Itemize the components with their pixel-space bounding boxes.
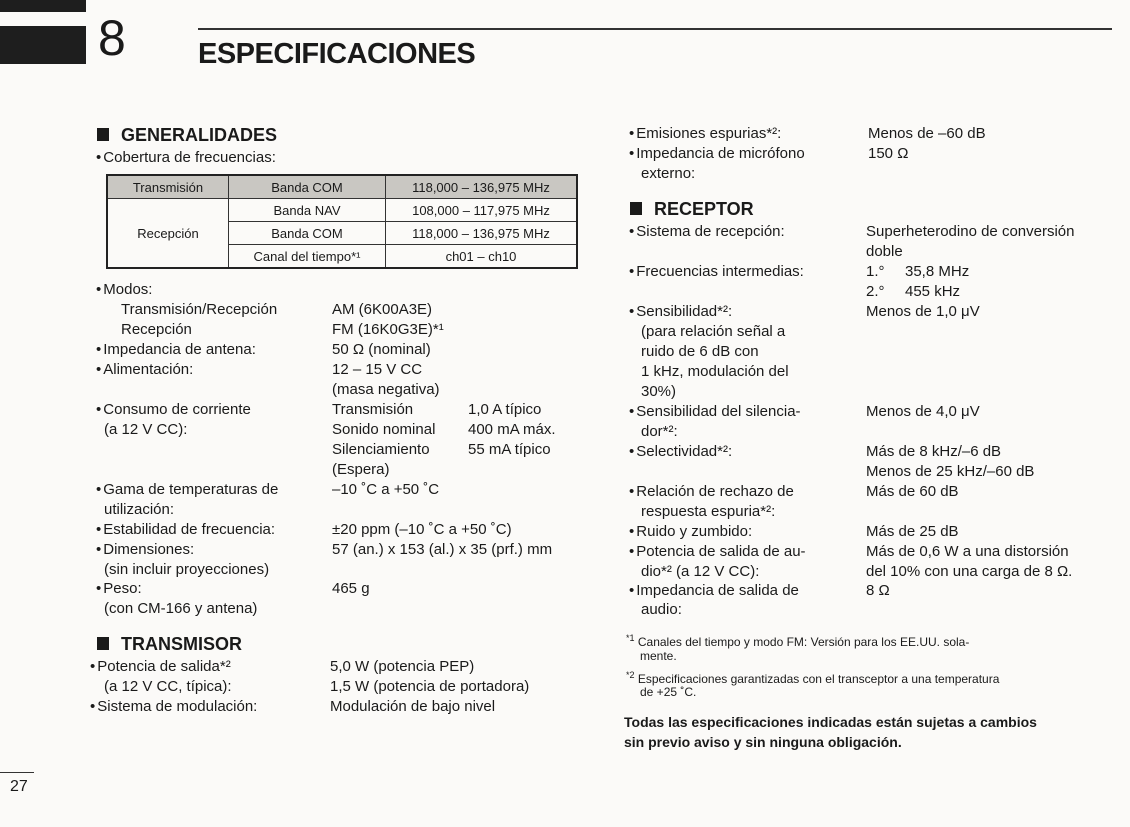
modos-rx-label: Recepción — [121, 321, 192, 338]
chapter-title: ESPECIFICACIONES — [198, 38, 476, 70]
audio-value-2: del 10% con una carga de 8 Ω. — [866, 563, 1073, 580]
audio-label: • Potencia de salida de au- — [629, 542, 806, 562]
chapter-tab-top — [0, 0, 86, 12]
rechazo-label: • Relación de rechazo de — [629, 482, 794, 502]
modos-tx-value: AM (6K00A3E) — [332, 301, 433, 318]
potencia-value-2: 1,5 W (potencia de portadora) — [330, 678, 530, 695]
temperatura-label: • Gama de temperaturas de — [96, 480, 278, 500]
page-number-rule — [0, 772, 34, 773]
section-heading-receptor: RECEPTOR — [630, 198, 754, 220]
table-cell: ch01 – ch10 — [386, 245, 578, 269]
sensibilidad-value: Menos de 1,0 μV — [866, 303, 980, 320]
chapter-number: 8 — [98, 10, 126, 66]
impedancia-value: 50 Ω (nominal) — [332, 341, 431, 358]
footnote-1 — [626, 630, 969, 651]
consumo-label: • Consumo de corriente — [96, 400, 251, 420]
table-cell: Canal del tiempo*¹ — [229, 245, 386, 269]
consumo-value: 55 mA típico — [468, 441, 551, 458]
modos-tx-label: Transmisión/Recepción — [121, 301, 278, 318]
square-bullet-icon — [630, 202, 642, 215]
sensibilidad-label: • Sensibilidad*²: — [629, 302, 732, 322]
sensibilidad-sub: 30%) — [641, 383, 677, 400]
square-bullet-icon — [97, 637, 109, 650]
audio-value: Más de 0,6 W a una distorsión — [866, 543, 1069, 560]
modulacion-value: Modulación de bajo nivel — [330, 698, 496, 715]
square-bullet-icon — [97, 128, 109, 141]
footnote-1-mark: *1 — [626, 633, 635, 643]
potencia-value: 5,0 W (potencia PEP) — [330, 658, 475, 675]
section-heading-generalidades: GENERALIDADES — [97, 124, 277, 146]
peso-label-2: (con CM-166 y antena) — [104, 600, 258, 617]
table-cell: 108,000 – 117,975 MHz — [386, 199, 578, 222]
rechazo-label-2: respuesta espuria*²: — [641, 503, 776, 520]
page-number: 27 — [10, 778, 28, 795]
footnote-2-text: Especificaciones garantizadas con el transceptor a una temperatura — [637, 672, 1000, 686]
imp-audio-value: 8 Ω — [866, 582, 890, 599]
silenciador-label-2: dor*²: — [641, 423, 678, 440]
table-cell: Transmisión — [107, 175, 229, 199]
selectividad-label: • Selectividad*²: — [629, 442, 732, 462]
selectividad-value-2: Menos de 25 kHz/–60 dB — [866, 463, 1035, 480]
sensibilidad-sub: ruido de 6 dB con — [641, 343, 759, 360]
espurias-label: • Emisiones espurias*²: — [629, 124, 781, 144]
consumo-mode: Sonido nominal — [332, 421, 436, 438]
microfono-label-2: externo: — [641, 165, 696, 182]
sistema-recepcion-value-2: doble — [866, 243, 903, 260]
sensibilidad-sub: 1 kHz, modulación del — [641, 363, 789, 380]
estabilidad-label: • Estabilidad de frecuencia: — [96, 520, 275, 540]
table-row — [107, 199, 577, 222]
sistema-recepcion-value: Superheterodino de conversión — [866, 223, 1075, 240]
temperatura-value: –10 ˚C a +50 ˚C — [332, 481, 440, 498]
ruido-value: Más de 25 dB — [866, 523, 959, 540]
dimensiones-value: 57 (an.) x 153 (al.) x 35 (prf.) mm — [332, 541, 553, 558]
ruido-label: • Ruido y zumbido: — [629, 522, 752, 542]
notice-line-1: Todas las especificaciones indicadas están sujetas a cambios — [624, 714, 1037, 730]
modulacion-label: • Sistema de modulación: — [90, 697, 257, 717]
dimensiones-label: • Dimensiones: — [96, 540, 194, 560]
table-cell: 118,000 – 136,975 MHz — [386, 222, 578, 245]
espurias-value: Menos de –60 dB — [868, 125, 986, 142]
footnote-1-line-2: mente. — [640, 649, 677, 663]
impedancia-label: • Impedancia de antena: — [96, 340, 256, 360]
sistema-recepcion-label: • Sistema de recepción: — [629, 222, 785, 242]
consumo-value: 1,0 A típico — [468, 401, 542, 418]
section-heading-transmisor: TRANSMISOR — [97, 633, 242, 655]
fi-ord-2: 2.° — [866, 283, 885, 300]
audio-label-2: dio*² (a 12 V CC): — [641, 563, 760, 580]
header-rule — [198, 28, 1112, 30]
silenciador-label: • Sensibilidad del silencia- — [629, 402, 801, 422]
footnote-2-mark: *2 — [626, 670, 635, 680]
imp-audio-label-2: audio: — [641, 601, 682, 618]
modos-label: • Modos: — [96, 280, 152, 300]
fi-value-1: 35,8 MHz — [905, 263, 970, 280]
imp-audio-label: • Impedancia de salida de — [629, 581, 799, 601]
rechazo-value: Más de 60 dB — [866, 483, 959, 500]
estabilidad-value: ±20 ppm (–10 ˚C a +50 ˚C) — [332, 521, 512, 538]
table-row — [107, 175, 577, 199]
table-cell: 118,000 – 136,975 MHz — [386, 175, 578, 199]
consumo-mode: Silenciamiento — [332, 441, 430, 458]
cobertura-label: • Cobertura de frecuencias: — [96, 148, 276, 168]
frequency-table — [106, 174, 578, 269]
notice-line-2: sin previo aviso y sin ninguna obligación. — [624, 734, 902, 750]
microfono-label: • Impedancia de micrófono — [629, 144, 805, 164]
frecuencias-intermedias-label: • Frecuencias intermedias: — [629, 262, 804, 282]
table-cell: Recepción — [107, 199, 229, 269]
microfono-value: 150 Ω — [868, 145, 909, 162]
consumo-mode: Transmisión — [332, 401, 414, 418]
chapter-tab — [0, 26, 86, 64]
temperatura-label-2: utilización: — [104, 501, 175, 518]
potencia-label-2: (a 12 V CC, típica): — [104, 678, 232, 695]
selectividad-value: Más de 8 kHz/–6 dB — [866, 443, 1002, 460]
consumo-value: 400 mA máx. — [468, 421, 556, 438]
table-cell: Banda NAV — [229, 199, 386, 222]
alimentacion-value: 12 – 15 V CC — [332, 361, 423, 378]
consumo-label-2: (a 12 V CC): — [104, 421, 188, 438]
silenciador-value: Menos de 4,0 μV — [866, 403, 980, 420]
footnote-2-line-2: de +25 ˚C. — [640, 685, 697, 699]
table-cell: Banda COM — [229, 222, 386, 245]
alimentacion-value-2: (masa negativa) — [332, 381, 440, 398]
alimentacion-label: • Alimentación: — [96, 360, 193, 380]
peso-label: • Peso: — [96, 579, 142, 599]
fi-value-2: 455 kHz — [905, 283, 961, 300]
potencia-label: • Potencia de salida*² — [90, 657, 231, 677]
table-cell: Banda COM — [229, 175, 386, 199]
modos-rx-value: FM (16K0G3E)*¹ — [332, 321, 444, 338]
sensibilidad-sub: (para relación señal a — [641, 323, 786, 340]
fi-ord-1: 1.° — [866, 263, 885, 280]
peso-value: 465 g — [332, 580, 370, 597]
dimensiones-label-2: (sin incluir proyecciones) — [104, 561, 270, 578]
consumo-espera: (Espera) — [332, 461, 390, 478]
footnote-1-text: Canales del tiempo y modo FM: Versión para los EE.UU. sola- — [637, 635, 970, 649]
